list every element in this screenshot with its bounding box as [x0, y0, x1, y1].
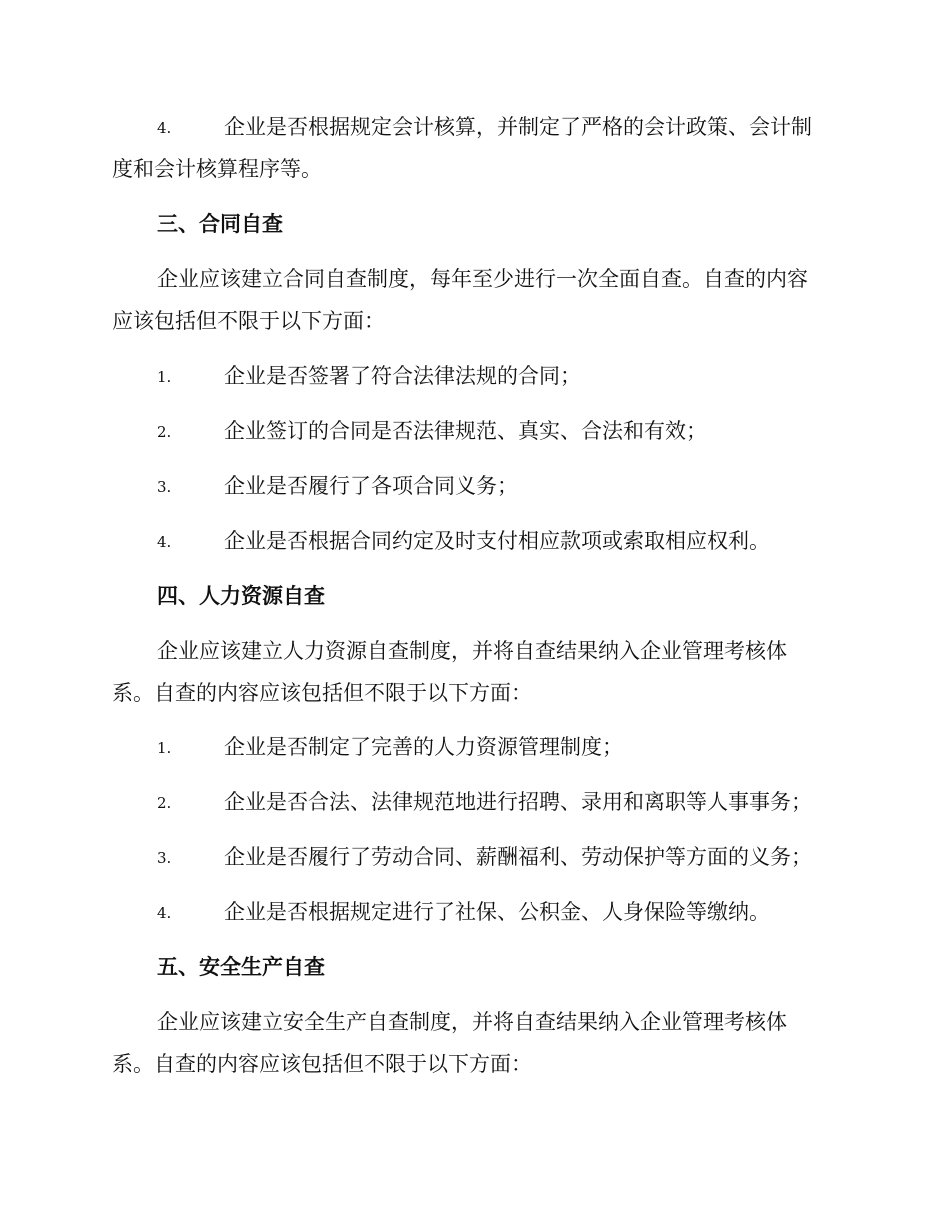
- list-number: 1.: [157, 368, 172, 386]
- paragraph-line: 应该包括但不限于以下方面：: [112, 309, 385, 333]
- list-item-text: 企业是否根据规定会计核算，并制定了严格的会计政策、会计制: [224, 115, 812, 139]
- list-number: 2.: [157, 794, 172, 812]
- list-number: 4.: [157, 533, 172, 551]
- paragraph-line: 系。自查的内容应该包括但不限于以下方面：: [112, 681, 532, 705]
- paragraph-line: 企业应该建立合同自查制度，每年至少进行一次全面自查。自查的内容: [157, 267, 808, 291]
- paragraph-line: 系。自查的内容应该包括但不限于以下方面：: [112, 1052, 532, 1076]
- list-item-text: 企业签订的合同是否法律规范、真实、合法和有效；: [224, 419, 707, 443]
- list-item-text-continued: 度和会计核算程序等。: [112, 157, 322, 181]
- list-item-text: 企业是否履行了劳动合同、薪酬福利、劳动保护等方面的义务；: [224, 845, 812, 869]
- list-item-text: 企业是否根据合同约定及时支付相应款项或索取相应权利。: [224, 529, 770, 553]
- list-number: 3.: [157, 849, 172, 867]
- section-heading-hr: 四、人力资源自查: [157, 583, 325, 608]
- list-number: 2.: [157, 423, 172, 441]
- paragraph-line: 企业应该建立安全生产自查制度，并将自查结果纳入企业管理考核体: [157, 1010, 787, 1034]
- list-item-text: 企业是否履行了各项合同义务；: [224, 474, 518, 498]
- list-number: 4.: [157, 119, 172, 137]
- list-item-text: 企业是否合法、法律规范地进行招聘、录用和离职等人事事务；: [224, 790, 812, 814]
- list-number: 3.: [157, 478, 172, 496]
- list-item-text: 企业是否签署了符合法律法规的合同；: [224, 364, 581, 388]
- list-number: 1.: [157, 739, 172, 757]
- list-item-text: 企业是否根据规定进行了社保、公积金、人身保险等缴纳。: [224, 900, 770, 924]
- list-item-text: 企业是否制定了完善的人力资源管理制度；: [224, 735, 623, 759]
- paragraph-line: 企业应该建立人力资源自查制度，并将自查结果纳入企业管理考核体: [157, 639, 787, 663]
- list-number: 4.: [157, 904, 172, 922]
- section-heading-contract: 三、合同自查: [157, 211, 283, 236]
- section-heading-safety: 五、安全生产自查: [157, 954, 325, 979]
